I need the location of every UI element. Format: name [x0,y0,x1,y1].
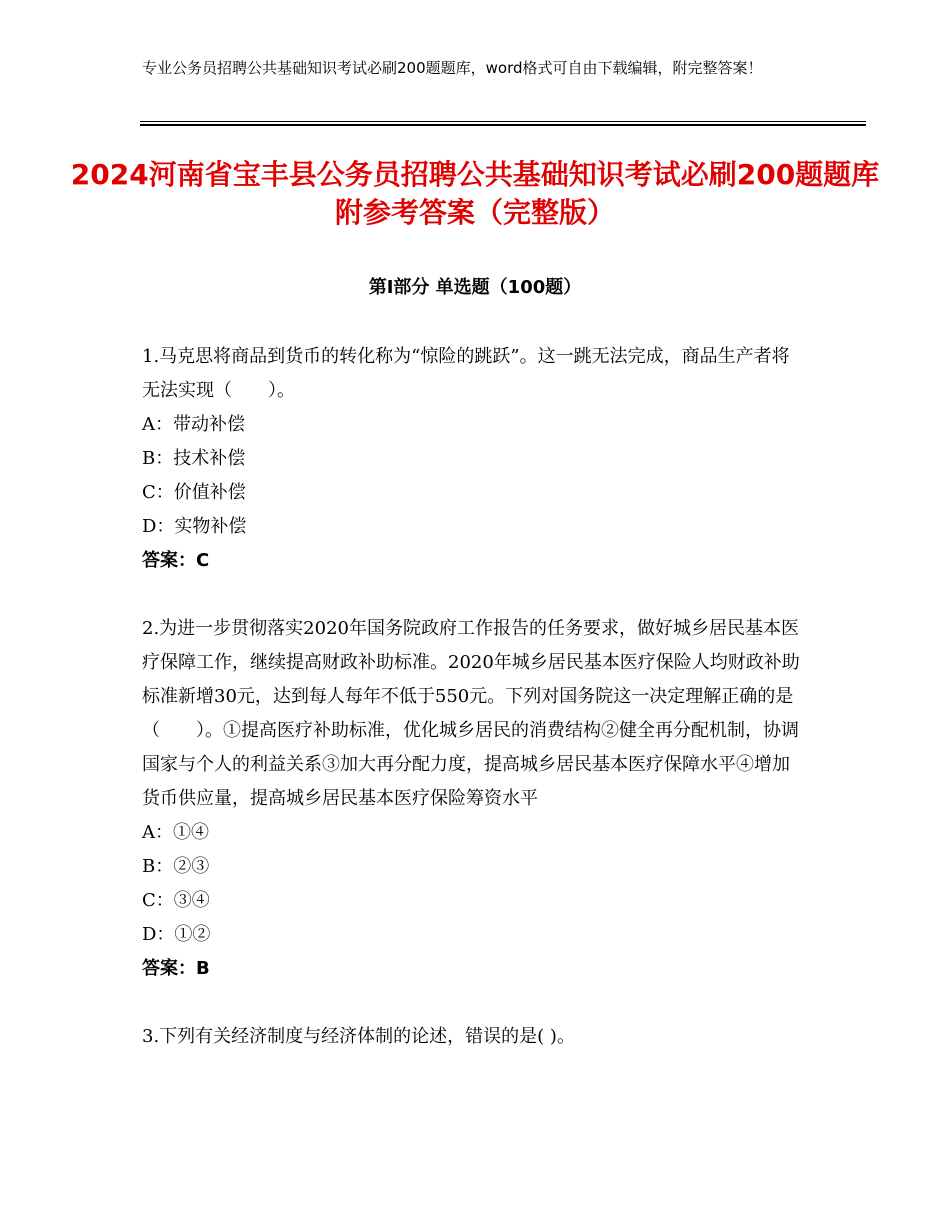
question-stem: 2.为进一步贯彻落实2020年国务院政府工作报告的任务要求，做好城乡居民基本医疗保障工作，继续提高财政补助标准。2020年城乡居民基本医疗保险人均财政补助标准新增30元，达到每人每年不低于550元。下列对国务院这一决定理解正确的是（ ）。①提高医疗补助标准，优化城乡居民的消费结构②健全再分配机制，协调国家与个人的利益关系③加大再分配力度，提高城乡居民基本医疗保障水平④增加货币供应量，提高城乡居民基本医疗保险筹资水平 [142,618,800,809]
option-b: B：②③ [142,856,210,877]
option-c: C：③④ [142,890,210,911]
question-stem: 1.马克思将商品到货币的转化称为“惊险的跳跃”。这一跳无法完成，商品生产者将无法实现（ ）。 [142,346,790,401]
answer: 答案：B [142,958,210,979]
option-c: C：价值补偿 [142,482,246,503]
question-3 [142,1020,802,1054]
question-list [142,340,802,1054]
document-title: 2024河南省宝丰县公务员招聘公共基础知识考试必刷200题题库附参考答案（完整版） [70,158,880,229]
answer: 答案：C [142,550,210,571]
question-stem: 3.下列有关经济制度与经济体制的论述，错误的是( )。 [142,1026,575,1047]
header-divider-thin [140,121,866,122]
option-b: B：技术补偿 [142,448,246,469]
question-1 [142,340,802,578]
option-d: D：实物补偿 [142,516,247,537]
option-d: D：①② [142,924,211,945]
section-heading: 第Ⅰ部分 单选题（100题） [368,277,582,298]
option-a: A：带动补偿 [142,414,245,435]
header-note: 专业公务员招聘公共基础知识考试必刷200题题库，word格式可自由下载编辑，附完整答案！ [142,59,763,77]
question-2 [142,612,802,986]
header-divider-thick [140,124,866,126]
spacer [142,986,802,1020]
option-a: A：①④ [142,822,209,843]
spacer [142,578,802,612]
